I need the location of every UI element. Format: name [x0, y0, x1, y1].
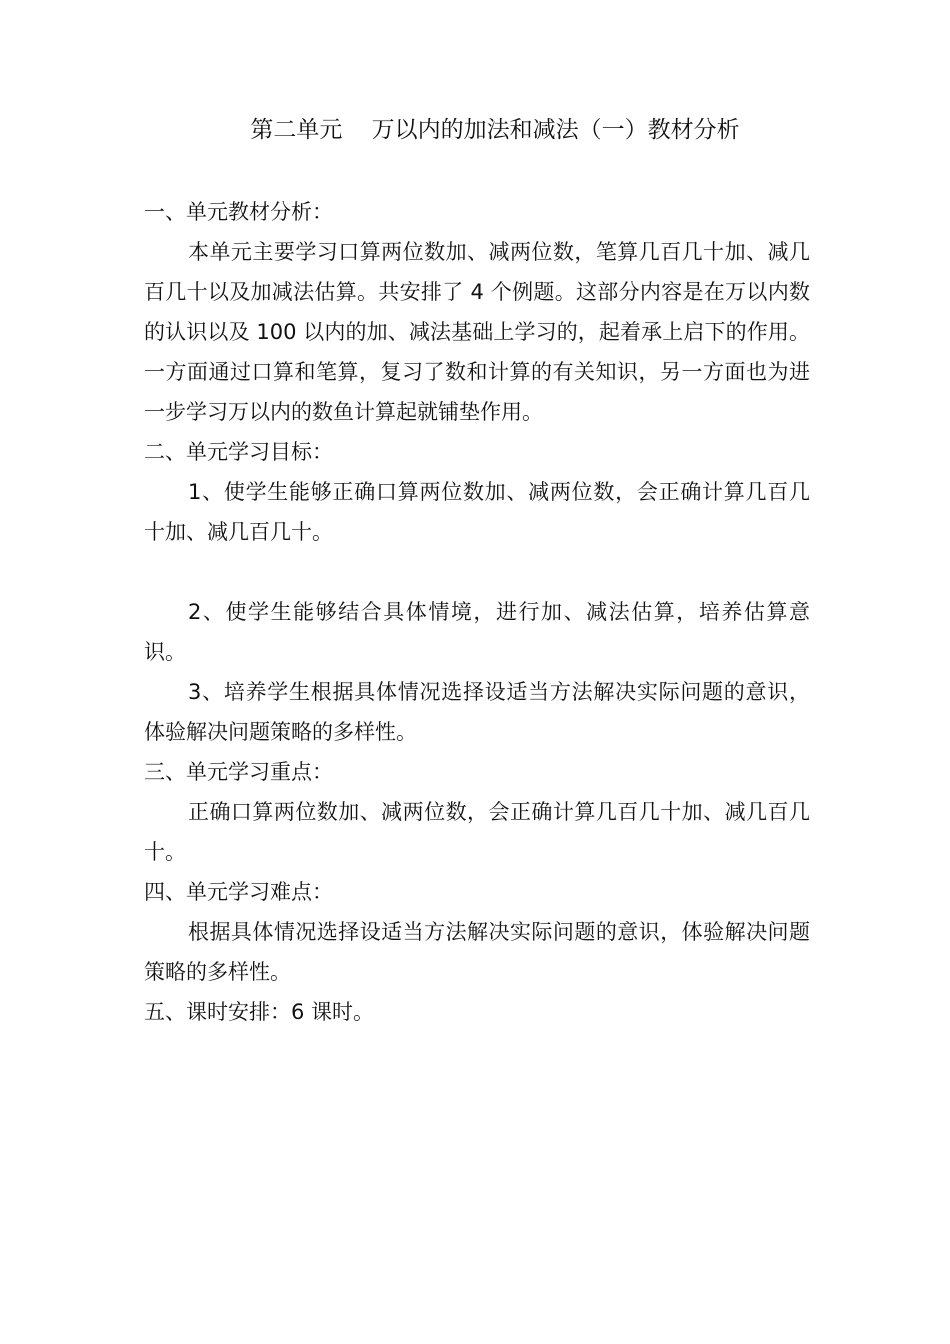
learning-goal-item: 1、使学生能够正确口算两位数加、减两位数，会正确计算几百几十加、减几百几十。 [144, 480, 810, 544]
blank-line [144, 552, 810, 592]
document-body [144, 192, 810, 1032]
teaching-analysis-paragraph: 本单元主要学习口算两位数加、减两位数，笔算几百几十加、减几百几十以及加减法估算。共安排了 4 个例题。这部分内容是在万以内数的认识以及 100 以内的加、减法基础上学习的，起着承上启下的作用。一方面通过口算和笔算，复习了数和计算的有关知识，另一方面也为进一步学习万以内的数鱼计算起就铺垫作用。 [144, 240, 810, 424]
document-title: 第二单元 万以内的加法和减法（一）教材分析 [250, 117, 740, 143]
key-points-paragraph: 正确口算两位数加、减两位数，会正确计算几百几十加、减几百几十。 [144, 800, 810, 864]
learning-goal-item: 2、使学生能够结合具体情境，进行加、减法估算，培养估算意识。 [144, 600, 810, 664]
section-heading-schedule: 五、课时安排：6 课时。 [144, 1000, 375, 1024]
section-heading-difficulties: 四、单元学习难点： [144, 880, 333, 904]
section-heading-key-points: 三、单元学习重点： [144, 760, 333, 784]
section-heading-teaching-analysis: 一、单元教材分析： [144, 200, 333, 224]
section-heading-learning-goals: 二、单元学习目标： [144, 440, 333, 464]
learning-goal-item: 3、培养学生根据具体情况选择设适当方法解决实际问题的意识，体验解决问题策略的多样性。 [144, 680, 810, 744]
difficulties-paragraph: 根据具体情况选择设适当方法解决实际问题的意识，体验解决问题策略的多样性。 [144, 920, 810, 984]
